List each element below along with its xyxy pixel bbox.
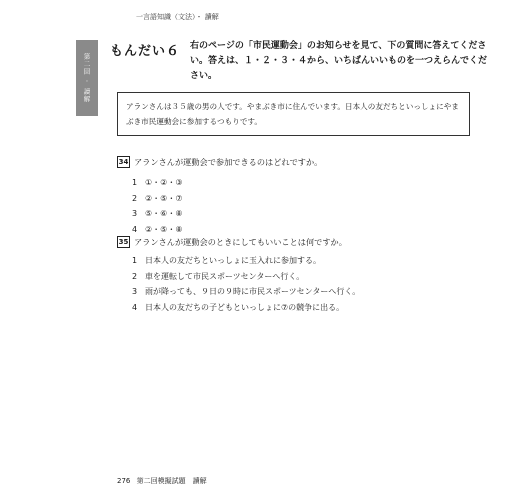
choice-35-1[interactable]	[132, 253, 360, 269]
choice-35-4[interactable]	[132, 300, 360, 316]
choice-34-2[interactable]	[132, 191, 183, 207]
page-footer	[117, 476, 207, 486]
section-header: 一言語知識（文法）・ 讀解	[136, 13, 219, 21]
question-text: アランさんが運動会で参加できるのはどれですか。	[134, 156, 323, 167]
choice-34-4[interactable]	[132, 222, 183, 238]
choice-text: 日本人の友だちといっしょに玉入れに参加する。	[145, 256, 321, 266]
choice-number: 4	[132, 224, 138, 234]
choice-35-2[interactable]	[132, 269, 360, 285]
side-tab-separator: ・	[84, 79, 90, 86]
choice-number: 1	[132, 178, 138, 188]
choice-number: 3	[132, 209, 138, 219]
choice-number: 2	[132, 193, 138, 203]
choice-text: 日本人の友だちの子どもといっしょに⑦の競争に出る。	[145, 302, 345, 312]
choice-number: 3	[132, 287, 138, 297]
scenario-text: アランさんは３５歳の男の人です。やまぶき市に住んでいます。日本人の友だちといっしょにやまぶき市民運動会に参加するつもりです。	[126, 102, 459, 126]
side-tab-section: 讀解	[82, 88, 91, 104]
choice-text: 車を運転して市民スポーツセンターへ行く。	[145, 271, 305, 281]
side-tab	[76, 40, 98, 116]
choice-34-1[interactable]	[132, 175, 183, 191]
question-label: もんだい６	[110, 44, 181, 59]
choice-number: 1	[132, 256, 138, 266]
choice-number: 4	[132, 302, 138, 312]
side-tab-round: 第二回	[82, 52, 91, 76]
question-34	[117, 156, 322, 168]
choice-number: 2	[132, 271, 138, 281]
question-text: アランさんが運動会のときにしてもいいことは何ですか。	[134, 236, 347, 247]
choices-34	[132, 175, 183, 237]
scenario-box	[117, 92, 470, 136]
choices-35	[132, 253, 360, 315]
choice-text: 雨が降っても、９日の９時に市民スポーツセンターへ行く。	[145, 287, 361, 297]
question-instruction: 右のページの「市民運動会」のお知らせを見て、下の質問に答えてください。答えは、１・２・３・４から、いちばんいいものを一つえらんでください。	[190, 41, 488, 81]
question-number: 34	[118, 158, 129, 166]
choice-text: ⑤・⑥・⑧	[145, 209, 183, 219]
choice-35-3[interactable]	[132, 284, 360, 300]
choice-text: ②・⑤・⑧	[145, 224, 183, 234]
choice-text: ②・⑤・⑦	[145, 193, 183, 203]
page-number: 276	[117, 477, 131, 485]
choice-text: ①・②・③	[145, 178, 183, 188]
question-35	[117, 236, 347, 248]
choice-34-3[interactable]	[132, 206, 183, 222]
question-number: 35	[118, 238, 129, 246]
footer-title: 第二回模擬試題 讀解	[136, 477, 207, 485]
